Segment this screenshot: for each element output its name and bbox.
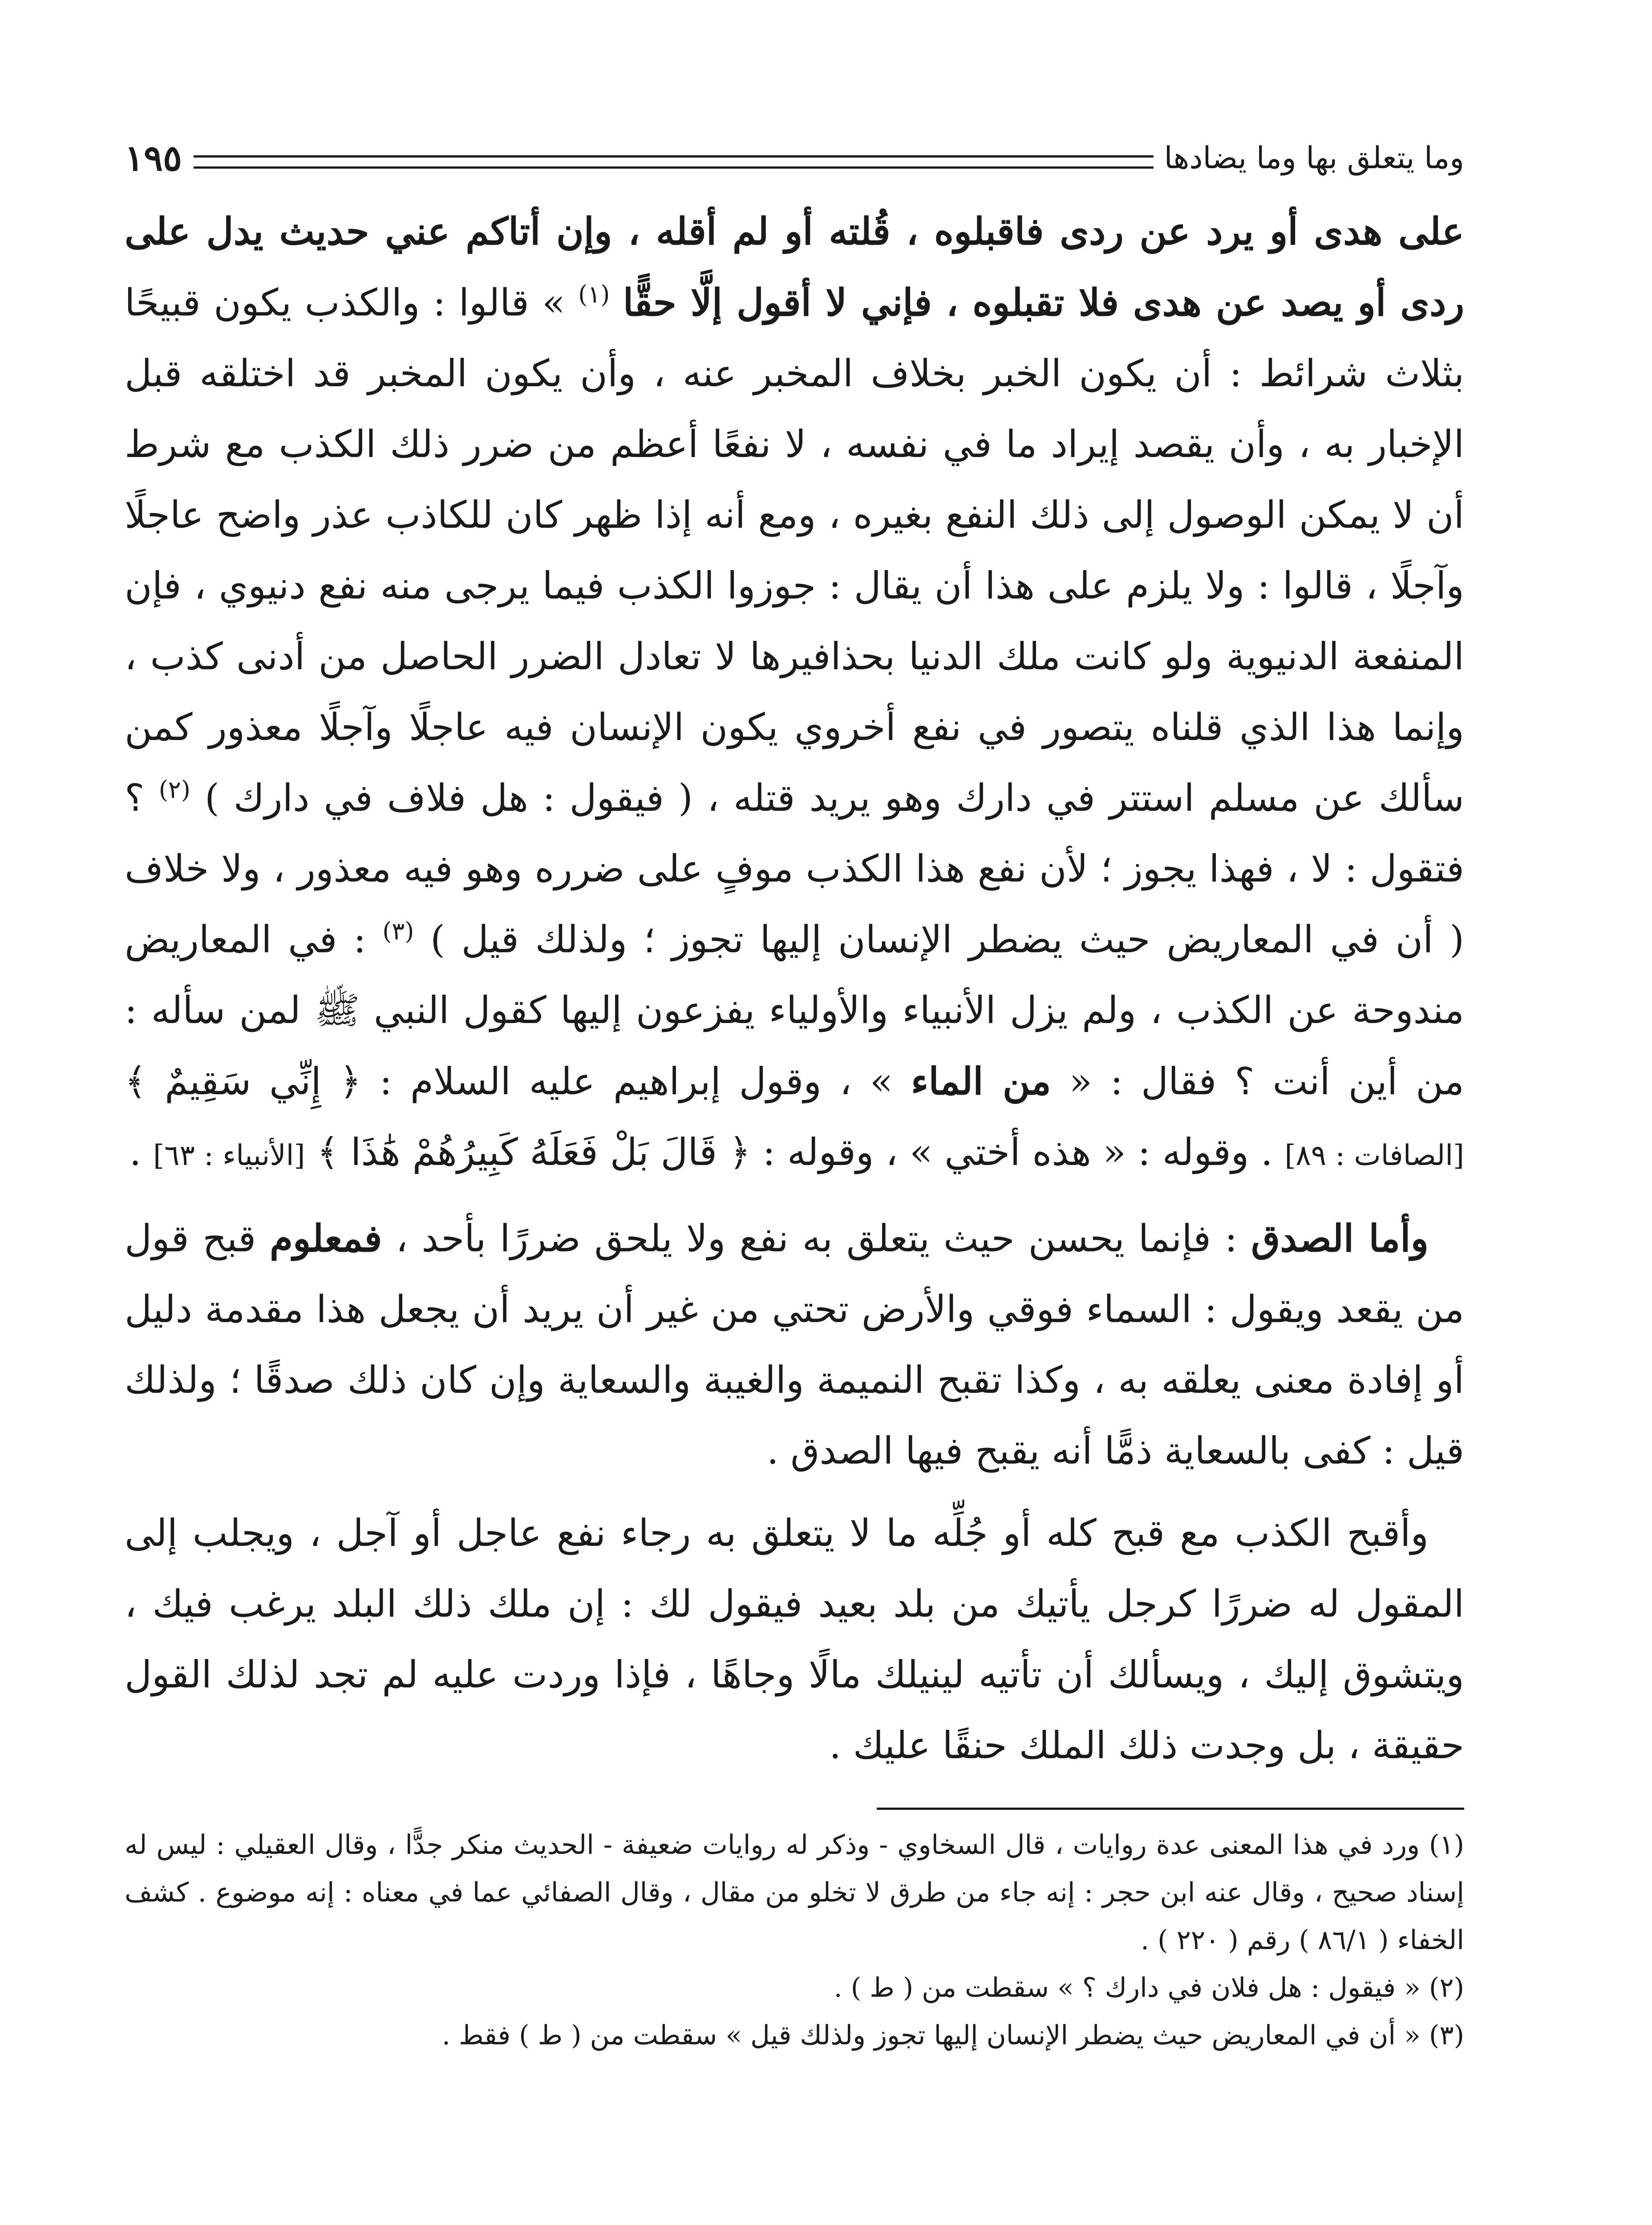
verse-citation: [الأنبياء : ٦٣] [153,1139,305,1172]
paragraph-2 [125,1203,1464,1486]
footnote-ref-2: (٢) [158,776,190,804]
text-segment: وأقبح الكذب مع قبح كله أو جُلِّه ما لا يتعلق به رجاء نفع عاجل أو آجل ، ويجلب إلى المقول له ضررًا كرجل يأتيك من بلد بعيد فيقول لك : إن ملك ذلك البلد يرغب فيك ، ويتشوق إليك ، ويسألك أن تأتيه لينيلك مالًا وجاهًا ، فإذا وردت عليه لم تجد لذلك القول حقيقة ، بل وجدت ذلك الملك حنقًا عليك . [125,1511,1464,1767]
page-number: ١٩٥ [125,137,182,179]
quran-verse: إِنِّي سَقِيمٌ [165,1060,321,1103]
footnote-1: (١) ورد في هذا المعنى عدة روايات ، قال السخاوي - وذكر له روايات ضعيفة - الحديث منكر جدًّا ، وقال العقيلي : ليس له إسناد صحيح ، وقال عنه ابن حجر : إنه جاء من طرق لا تخلو من مقال ، وقال الصفائي عما في معناه : إنه موضوع . كشف الخفاء ( ٨٦/١ ) رقم ( ٢٢٠ ) . [125,1829,1464,1956]
book-page [125,134,1464,2225]
footnote-3: (٣) « أن في المعاريض حيث يضطر الإنسان إليها تجوز ولذلك قيل » سقطت من ( ط ) فقط . [441,2020,1464,2051]
text-segment: . [129,1130,142,1174]
section-lead: وأما الصدق [1251,1216,1429,1260]
text-segment: : في المعاريض مندوحة عن الكذب ، ولم يزل الأنبياء والأولياء يفزعون إليها كقول النبي ﷺ لمن سأله : من أين أنت ؟ فقال : « [125,918,1465,1103]
text-segment: ﴾ [125,1060,147,1103]
quoted-answer: من الماء [911,1059,1051,1103]
hadith-text: على هدى أو يرد عن ردى فاقبلوه ، قُلته أو لم أقله ، وإن أتاكم عني حديث يدل على ردى أو يصد عن هدى فلا تقبلوه ، فإني لا أقول إلَّا حقًّا [125,209,1465,324]
verse-citation: [الصافات : ٨٩] [1284,1139,1464,1172]
text-segment: ؟ فتقول : لا ، فهذا يجوز ؛ لأن نفع هذا الكذب موفٍ على ضرره وهو فيه معذور ، ولا خلاف ( أن في المعاريض حيث يضطر الإنسان إليها تجوز ؛ ولذلك قيل ) [125,776,1465,961]
text-segment: قبح قول من يقعد ويقول : السماء فوقي والأرض تحتي من غير أن يريد أن يجعل هذا مقدمة دليل أو إفادة معنى يعلقه به ، وكذا تقبح النميمة والغيبة والسعاية وإن كان ذلك صدقًا ؛ ولذلك قيل : كفى بالسعاية ذمًّا أنه يقبح فيها الصدق . [125,1217,1464,1473]
text-segment: : فإنما يحسن حيث يتعلق به نفع ولا يلحق ضررًا بأحد ، [396,1217,1238,1260]
paragraph-3 [125,1498,1464,1781]
footnotes [125,1821,1464,2059]
footnote-divider [877,1808,1464,1810]
header-title: وما يتعلق بها وما يضادها [1164,140,1464,176]
text-segment: » قالوا : والكذب يكون قبيحًا بثلاث شرائط : أن يكون الخبر بخلاف المخبر عنه ، وأن يكون المخبر قد اختلقه قبل الإخبار به ، وأن يقصد إيراد ما في نفسه ، لا نفعًا أعظم من ضرر ذلك الكذب مع شرط أن لا يمكن الوصول إلى ذلك النفع بغيره ، ومع أنه إذا ظهر كان للكاذب عذر واضح عاجلًا وآجلًا ، قالوا : ولا يلزم على هذا أن يقال : جوزوا الكذب فيما يرجى منه نفع دنيوي ، فإن المنفعة الدنيوية ولو كانت ملك الدنيا بحذافيرها لا تعادل الضرر الحاصل من أدنى كذب ، وإنما هذا الذي قلناه يتصور في نفع أخروي يكون الإنسان فيه عاجلًا وآجلًا معذور كمن سألك عن مسلم استتر في دارك وهو يريد قتله ، ( فيقول : هل فلاف في دارك ) [125,281,1465,820]
emphasis: فمعلوم [270,1216,382,1260]
text-segment: » ، وقول إبراهيم عليه السلام : ﴿ [339,1060,893,1103]
text-segment: ﴾ [317,1130,339,1174]
footnote-2: (٢) « فيقول : هل فلان في دارك ؟ » سقطت من ( ط ) . [834,1972,1464,2003]
footnote-ref-1: (١) [578,280,610,308]
running-header [125,134,1464,182]
quran-verse: قَالَ بَلْ فَعَلَهُ كَبِيرُهُمْ هَٰذَا [351,1130,717,1174]
header-rule [194,155,1154,169]
footnote-ref-3: (٣) [382,917,414,945]
main-text [125,196,1464,1781]
text-segment: . وقوله : « هذه أختي » ، وقوله : ﴿ [729,1130,1273,1174]
paragraph-1 [125,196,1464,1191]
